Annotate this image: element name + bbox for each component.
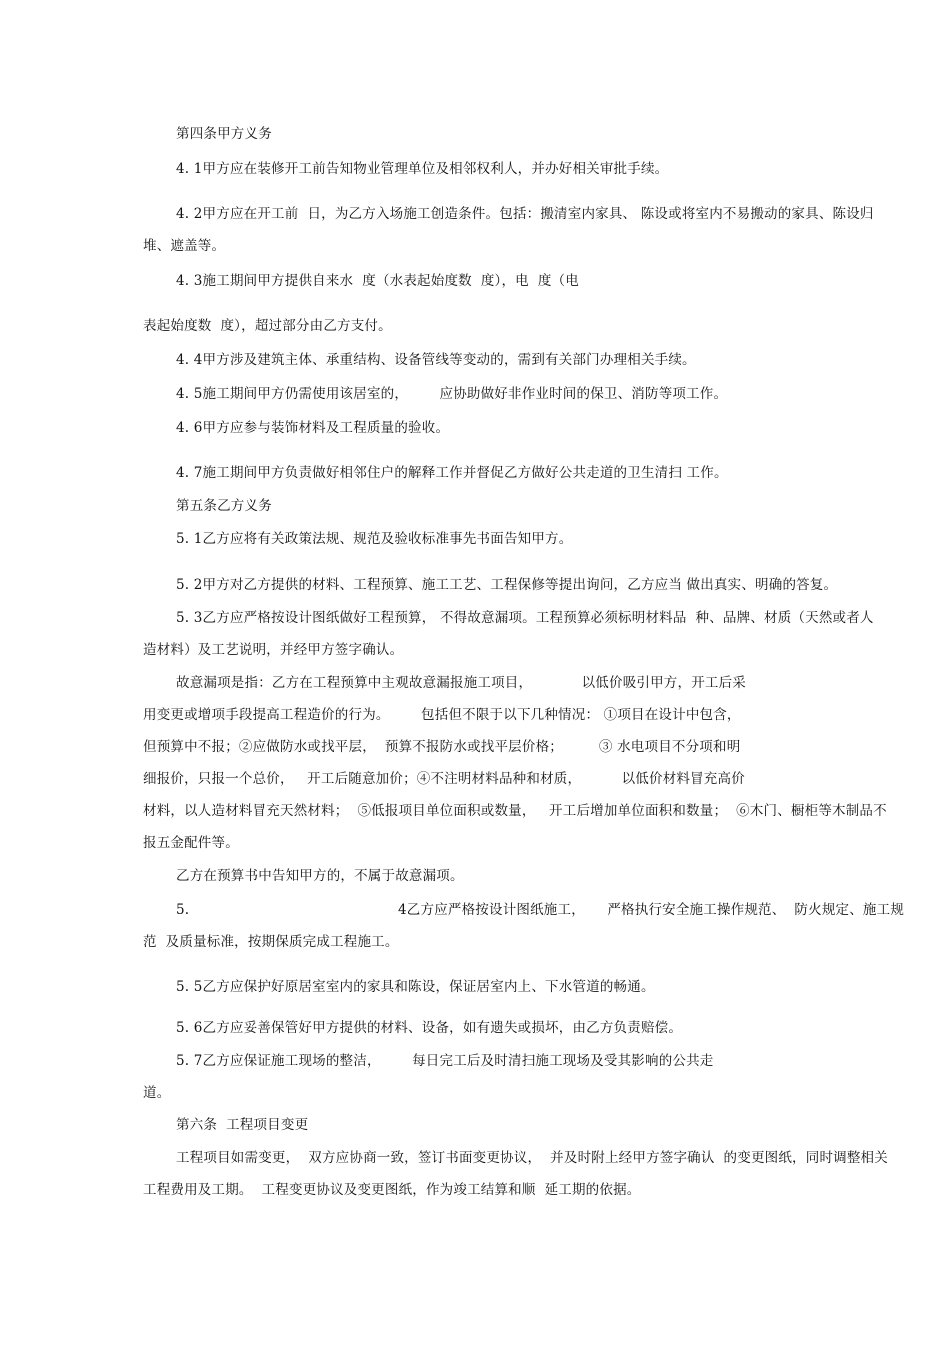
section-6-heading: 第六条 工程项目变更 [176,1117,309,1133]
clause-4-2-cont: 堆、遮盖等。 [143,238,226,254]
clause-5-4-number: 5. [176,902,190,918]
clause-4-5: 4. 5施工期间甲方仍需使用该居室的， 应协助做好非作业时间的保卫、消防等项工作。 [176,386,728,402]
clause-5-4-cont: 范 及质量标准，按期保质完成工程施工。 [143,934,399,950]
clause-5-4: 4乙方应严格按设计图纸施工， 严格执行安全施工操作规范、 防火规定、施工规 [398,902,905,918]
clause-4-3: 4. 3施工期间甲方提供自来水 度（水表起始度数 度），电 度（电 [176,273,579,289]
omission-exception: 乙方在预算书中告知甲方的，不属于故意漏项。 [176,868,464,884]
clause-4-2: 4. 2甲方应在开工前 日，为乙方入场施工创造条件。包括：搬清室内家具、 陈设或将室内不易搬动的家具、陈设归 [176,206,874,222]
omission-definition-line-3: 但预算中不报；②应做防水或找平层， 预算不报防水或找平层价格； ③ 水电项目不分项和明 [143,739,741,755]
omission-definition-line-5: 材料，以人造材料冒充天然材料； ⑤低报项目单位面积或数量， 开工后增加单位面积和数量； ⑥木门、橱柜等木制品不 [143,803,887,819]
omission-definition-line-4: 细报价，只报一个总价， 开工后随意加价；④不注明材料品种和材质， 以低价材料冒充高价 [143,771,745,787]
clause-5-7: 5. 7乙方应保证施工现场的整洁， 每日完工后及时清扫施工现场及受其影响的公共走 [176,1053,714,1069]
omission-definition-line-2: 用变更或增项手段提高工程造价的行为。 包括但不限于以下几种情况： ①项目在设计中包含， [143,707,741,723]
clause-4-3-cont: 表起始度数 度），超过部分由乙方支付。 [143,318,392,334]
clause-5-1: 5. 1乙方应将有关政策法规、规范及验收标准事先书面告知甲方。 [176,531,573,547]
clause-5-6: 5. 6乙方应妥善保管好甲方提供的材料、设备，如有遗失或损坏，由乙方负责赔偿。 [176,1020,683,1036]
clause-5-3: 5. 3乙方应严格按设计图纸做好工程预算， 不得故意漏项。工程预算必须标明材料品 种、品牌、材质（天然或者人 [176,610,874,626]
clause-4-6: 4. 6甲方应参与装饰材料及工程质量的验收。 [176,420,450,436]
clause-4-7: 4. 7施工期间甲方负责做好相邻住户的解释工作并督促乙方做好公共走道的卫生清扫 工作。 [176,465,728,481]
clause-5-2: 5. 2甲方对乙方提供的材料、工程预算、施工工艺、工程保修等提出询问，乙方应当 做出真实、明确的答复。 [176,577,838,593]
omission-definition-line-6: 报五金配件等。 [143,835,239,851]
clause-4-4: 4. 4甲方涉及建筑主体、承重结构、设备管线等变动的，需到有关部门办理相关手续。 [176,352,696,368]
clause-5-3-cont: 造材料）及工艺说明，并经甲方签字确认。 [143,642,404,658]
clause-4-1: 4. 1甲方应在装修开工前告知物业管理单位及相邻权利人，并办好相关审批手续。 [176,161,669,177]
clause-5-5: 5. 5乙方应保护好原居室室内的家具和陈设，保证居室内上、下水管道的畅通。 [176,979,655,995]
section-6-body-cont: 工程费用及工期。 工程变更协议及变更图纸，作为竣工结算和顺 延工期的依据。 [143,1182,641,1198]
omission-definition: 故意漏项是指：乙方在工程预算中主观故意漏报施工项目， 以低价吸引甲方，开工后采 [176,675,747,691]
section-4-heading: 第四条甲方义务 [176,126,272,142]
clause-5-7-cont: 道。 [143,1085,171,1101]
section-6-body: 工程项目如需变更， 双方应协商一致，签订书面变更协议， 并及时附上经甲方签字确认 的变更图纸，同时调整相关 [176,1150,888,1166]
section-5-heading: 第五条乙方义务 [176,498,272,514]
